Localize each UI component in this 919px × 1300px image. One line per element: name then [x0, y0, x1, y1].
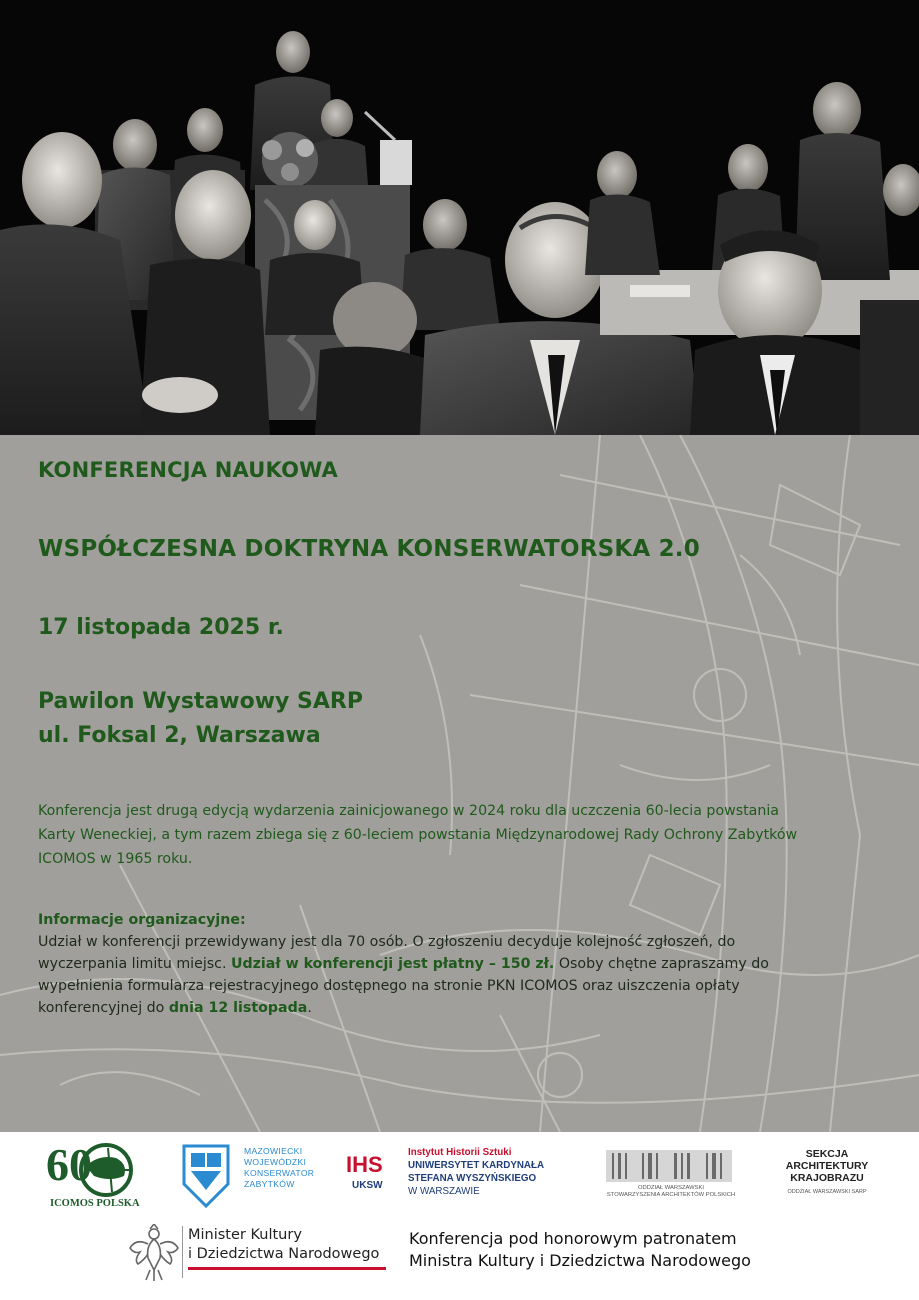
venue-name: Pawilon Wystawowy SARP — [38, 689, 363, 714]
mwkz-shield-icon — [182, 1144, 230, 1208]
info-text-1: Udział w konferencji przewidywany jest dla 70 osób. O zgłoszeniu decyduje kolejność zgłoszeń, do wyczerpania limitu miejsc. — [38, 934, 736, 972]
information-panel — [0, 435, 919, 1132]
patronage-text — [409, 1228, 751, 1272]
ihs-line-4: W WARSZAWIE — [408, 1186, 480, 1197]
info-text-2: Osoby chętne zapraszamy do wypełnienia formularza rejestracyjnego dostępnego na stronie PKN ICOMOS oraz uiszczenia opłaty konferencyjnej do — [38, 956, 769, 1016]
sak-line-1: SEKCJA — [805, 1148, 849, 1160]
photo-collage-image — [0, 0, 919, 435]
minister-line-1: Minister Kultury — [188, 1227, 302, 1243]
intro-paragraph: Konferencja jest drugą edycją wydarzenia zainicjowanego w 2024 roku dla uczczenia 60-lecia powstania Karty Weneckiej, a tym razem zbiega się z 60-leciem powstania Międzynarodowej Rady Ochrony Zabytków ICOMOS w 1965 roku. — [38, 803, 798, 867]
info-deadline: dnia 12 listopada — [168, 1000, 308, 1016]
uksw-mark: UKSW — [352, 1180, 383, 1191]
ihs-uksw-logo — [346, 1146, 571, 1216]
info-text-3: . — [307, 1000, 312, 1016]
icomos-name: ICOMOS POLSKA — [50, 1198, 140, 1209]
icomos-60-mark: 60 — [46, 1139, 92, 1190]
info-fee: Udział w konferencji jest płatny – 150 zł. — [231, 956, 555, 972]
polish-eagle-icon — [128, 1224, 180, 1282]
ihs-line-1: Instytut Historii Sztuki — [408, 1147, 512, 1158]
organizational-info — [38, 909, 818, 1019]
mwkz-line-2: WOJEWÓDZKI — [244, 1157, 307, 1167]
minister-divider — [182, 1226, 183, 1278]
minister-red-bar — [188, 1267, 386, 1270]
ihs-line-3: STEFANA WYSZYŃSKIEGO — [408, 1173, 537, 1184]
sarp-logo — [606, 1150, 736, 1210]
sak-line-3: KRAJOBRAZU — [790, 1172, 864, 1184]
sak-line-2: ARCHITEKTURY — [785, 1160, 869, 1172]
footer-logos — [0, 1132, 919, 1300]
patronage-line-1: Konferencja pod honorowym patronatem — [409, 1229, 737, 1248]
mwkz-line-1: MAZOWIECKI — [244, 1146, 303, 1156]
conference-date: 17 listopada 2025 r. — [38, 615, 284, 640]
sarp-wordmark — [606, 1150, 732, 1182]
info-heading: Informacje organizacyjne: — [38, 912, 246, 928]
icomos-polska-logo — [44, 1139, 144, 1214]
minister-line-2: i Dziedzictwa Narodowego — [188, 1246, 380, 1262]
patronage-line-2: Ministra Kultury i Dziedzictwa Narodowego — [409, 1251, 751, 1270]
sarp-line-1: ODDZIAŁ WARSZAWSKI — [638, 1185, 704, 1191]
ihs-mark: IHS — [346, 1152, 383, 1177]
conference-label: KONFERENCJA NAUKOWA — [38, 458, 339, 482]
venue-address: ul. Foksal 2, Warszawa — [38, 723, 321, 748]
historical-photo-collage — [0, 0, 919, 435]
conference-venue — [38, 685, 363, 753]
conference-title: WSPÓŁCZESNA DOKTRYNA KONSERWATORSKA 2.0 — [38, 536, 700, 562]
mwkz-logo — [182, 1144, 332, 1216]
sak-sarp-logo — [774, 1148, 880, 1214]
mwkz-line-3: KONSERWATOR — [244, 1168, 315, 1178]
sak-line-4: ODDZIAŁ WARSZAWSKI SARP — [787, 1189, 867, 1195]
mwkz-line-4: ZABYTKÓW — [244, 1179, 295, 1189]
sarp-line-2: STOWARZYSZENIA ARCHITEKTÓW POLSKICH — [606, 1192, 736, 1198]
minister-logo — [128, 1224, 393, 1286]
ihs-line-2: UNIWERSYTET KARDYNAŁA — [408, 1160, 545, 1171]
